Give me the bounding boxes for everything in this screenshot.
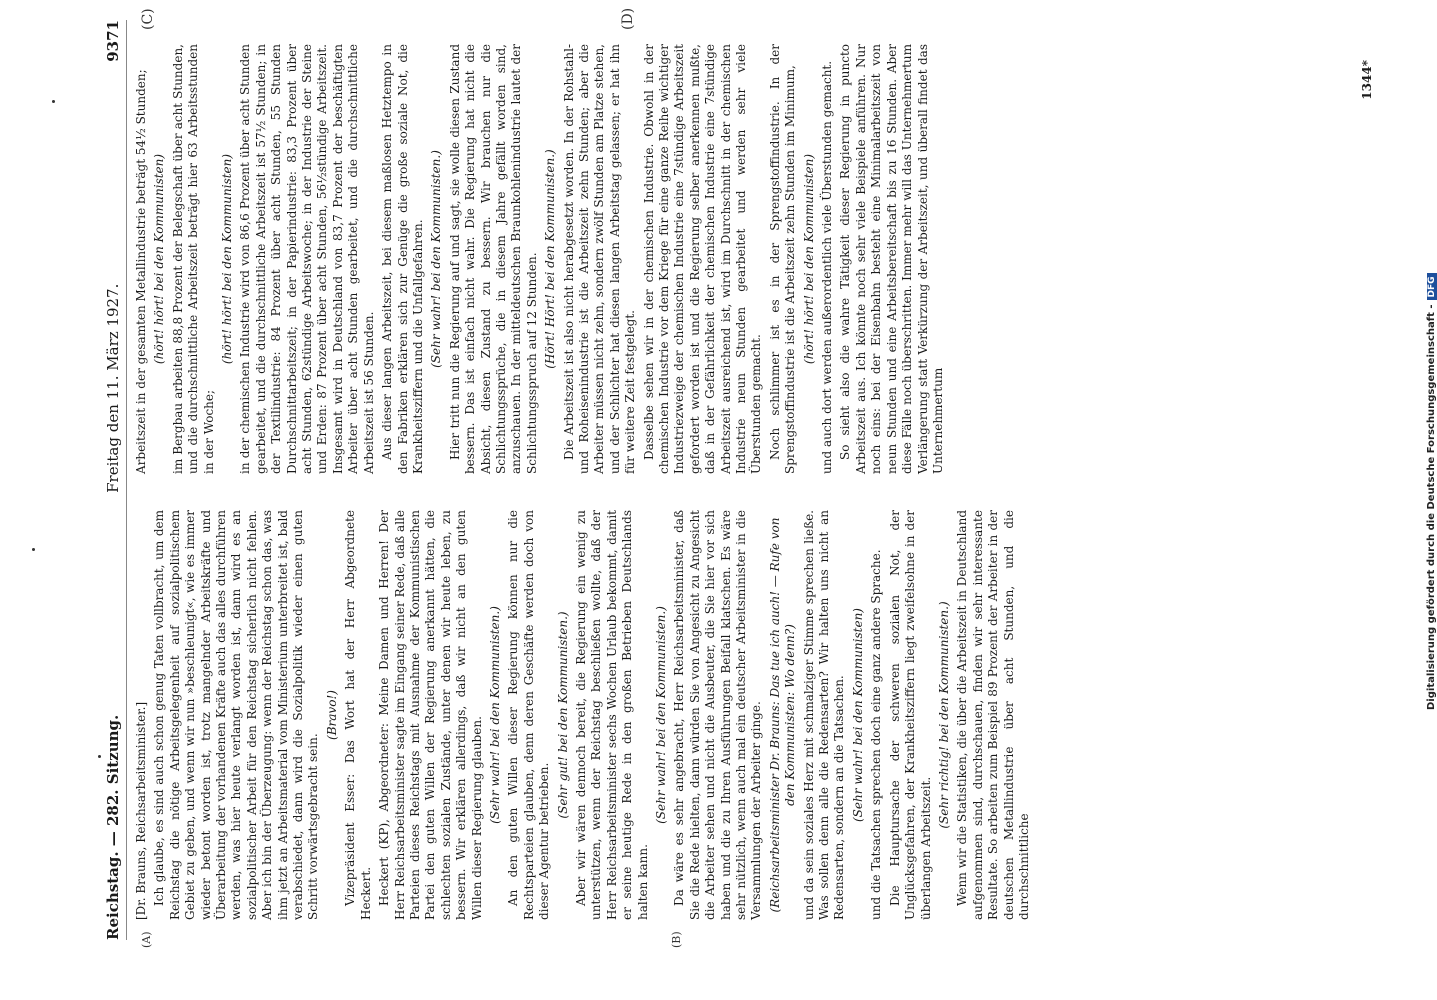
paragraph: Die Hauptursache der schweren sozialen Not, der Unglücksgefahren, der Krankheitsziffern liegt zweifelsohne in der überlangen Arbeitszeit. (887, 510, 933, 920)
paragraph: Hier tritt nun die Regierung auf und sagt, sie wolle diesen Zustand bessern. Das ist einfach nicht wahr. Die Regierung hat nicht die Absicht, diesen Zustand zu bessern. Wir brauchen nur die Schlichtungssprüche, die in diesem Jahre gefällt worden sind, anzuschauen. In der mitteldeutschen Braunkohlenindustrie lautet der Schlichtungsspruch auf 12 Stunden. (447, 44, 539, 474)
margin-mark-a: (A) (140, 931, 153, 948)
paragraph: Ich glaube, es sind auch schon genug Taten vollbracht, um dem Reichstag die nötige Arbeitsgelegenheit auf sozialpolitischem Gebiet zu geben, und wenn wir nun »beschleunigt«, wie es immer wieder betont worden ist, trotz mangelnder Arbeitskräfte und Überarbeitung der vorhandenen Kräfte auch das alles durchführen werden, was hier heute verlangt worden ist, dann wird es an sozialpolitischer Arbeit für den Reichstag sicherlich nicht fehlen. Aber ich bin der Überzeugung: wenn der Reichstag schon das, was ihm jetzt an Arbeitsmaterial vom Ministerium unterbreitet ist, bald verabschiedet, dann wird die Sozialpolitik wieder einen guten Schritt vorwärtsgebracht sein. (152, 510, 321, 920)
paragraph: und die Tatsachen sprechen doch eine ganz andere Sprache. (869, 549, 884, 920)
paragraph: Wenn wir die Statistiken, die über die Arbeitszeit in Deutschland aufgenommen sind, durchschauen, finden wir sehr interessante Resultate. So arbeiten zum Beispiel 89 Prozent der Arbeiter in der deutschen Metallindustrie über acht Stunden, und die durchschnittliche (955, 510, 1031, 920)
paragraph: Vizepräsident Esser: Das Wort hat der Herr Abgeordnete Heckert. (343, 510, 373, 920)
scan-speck (32, 548, 35, 551)
page-header (100, 20, 127, 940)
rotated-document-page (100, 0, 1380, 960)
interjection: (Sehr gut! bei den Kommunisten.) (555, 611, 570, 819)
paragraph: Dasselbe sehen wir in der chemischen Industrie. Obwohl in der chemischen Industrie vor dem Kriege für eine ganze Reihe wichtiger Industriezweige der chemischen Industrie eine 7stündige Arbeitszeit gefordert worden ist und die Regierung selber anerkennen mußte, daß in der Gefährlichkeit der chemischen Industrie eine 7stündige Arbeitszeit ausreichend ist, wird im Durchschnitt in der chemischen Industrie neun Stunden gearbeitet und werden sehr viele Überstunden gemacht. (641, 44, 764, 474)
dfg-logo: DFG (1427, 273, 1437, 300)
interjection: (Sehr wahr! bei den Kommunisten.) (429, 150, 444, 368)
interjection: (Sehr richtig! bei den Kommunisten.) (936, 601, 951, 829)
paragraph: und da sein soziales Herz mit schmalziger Stimme sprechen ließe. Was sollen denn alle die Redensarten? Wir halten uns nicht an Redensarten, sondern an die Tatsachen. (801, 510, 847, 920)
interjection: (Hört! Hört! bei den Kommunisten.) (543, 149, 558, 369)
interjection: (Reichsarbeitsminister Dr. Brauns: Das tue ich auch! — Rufe von den Kommunisten: Wo denn?) (767, 517, 798, 913)
paragraph: in der chemischen Industrie wird von 86,6 Prozent über acht Stunden gearbeitet, und die durchschnittliche Arbeitszeit ist 57½ Stunden; in der Textilindustrie: 84 Prozent über acht Stunden, 55 Stunden Durchschnittarbeitszeit; in der Papierindustrie: 83,3 Prozent über acht Stunden, 62stündige Arbeitswoche; in der Industrie der Steine und Erden: 87 Prozent über acht Stunden, 56½stündige Arbeitszeit. Insgesamt wird in Deutschland von 83,7 Prozent der beschäftigten Arbeiter über acht Stunden gearbeitet, und die durchschnittliche Arbeitszeit ist 56 Stunden. (238, 44, 376, 474)
header-date: Freitag den 11. März 1927. (104, 283, 122, 493)
paragraph: Aber wir wären dennoch bereit, die Regierung ein wenig zu unterstützen, wenn der Reichstag beschließen wollte, daß der Herr Reichsarbeitsminister sechs Wochen Urlaub bekommt, damit er seine heutige Rede in den großen Betrieben Deutschlands halten kann. (573, 510, 650, 920)
paragraph: Die Arbeitszeit ist also nicht herabgesetzt worden. In der Rohstahl- und Roheisenindustrie ist die Arbeitszeit zehn Stunden; aber die Arbeiter müssen nicht zehn, sondern zwölf Stunden am Platze stehen, und der Schlichter hat diesen langen Arbeitstag gelassen; er hat ihn für weitere Zeit festgelegt. (561, 44, 638, 474)
paragraph: So sieht also die wahre Tätigkeit dieser Regierung in puncto Arbeitszeit aus. Ich könnte noch sehr viele Beispiele anführen. Nur noch eins: bei der Eisenbahn besteht eine Minimalarbeitszeit von neun Stunden und eine Arbeitsbereitschaft bis zu 16 Stunden. Aber diese Fälle noch überschritten. Immer mehr will das Unternehmertum Verlängerung statt Verkürzung der Arbeitszeit, und überall findet das Unternehmertum (838, 44, 945, 474)
interjection: (Sehr wahr! bei den Kommunisten.) (654, 606, 668, 824)
paragraph: im Bergbau arbeiten 88,8 Prozent der Belegschaft über acht Stunden, und die durchschnittliche Arbeitszeit beträgt hier 63 Arbeitsstunden in der Woche; (170, 44, 216, 474)
credit-text-wrapper (1426, 273, 1437, 710)
interjection: (Sehr wahr! bei den Kommunisten) (850, 608, 865, 822)
header-left: Reichstag. — 282. Sitzung. (104, 714, 122, 940)
right-column (134, 44, 1350, 474)
paragraph: Da wäre es sehr angebracht, Herr Reichsarbeitsminister, daß Sie die Rede hielten, dann würden Sie von Angesicht zu Angesicht die Arbeiter sehen und nicht die Ausbeuter, die Sie hier vor sich haben und die zu Ihren Ausführungen Beifall klatschen. Es wäre sehr nützlich, wenn auch mal ein deutscher Arbeitsminister in die Versammlungen der Arbeiter ginge. (672, 510, 764, 920)
paragraph: Noch schlimmer ist es in der Sprengstoffindustrie. In der Sprengstoffindustrie ist die Arbeitszeit zehn Stunden im Minimum, (767, 44, 798, 474)
credit-text: Digitalisierung gefördert durch die Deutsche Forschungsgemeinschaft - (1426, 304, 1437, 710)
interjection: (Bravo!) (324, 690, 339, 740)
digitization-credit (1410, 10, 1437, 710)
margin-mark-b: (B) (670, 931, 683, 948)
margin-mark-d: (D) (620, 7, 636, 30)
paragraph: An den guten Willen dieser Regierung können nur die Rechtsparteien glauben, denn deren Geschäfte werden doch von dieser Agentur betrieben. (506, 510, 552, 920)
paragraph: Arbeitszeit in der gesamten Metallindustrie beträgt 54½ Stunden; (134, 69, 148, 474)
speaker-context: [Dr. Brauns, Reichsarbeitsminister.] (134, 701, 148, 920)
paragraph: Aus dieser langen Arbeitszeit, bei diesem maßlosen Hetztempo in den Fabriken erklären sich zur Genüge die große soziale Not, die Krankheitsziffern und die Unfallgefahren. (380, 44, 425, 474)
margin-mark-c: (C) (140, 8, 156, 30)
page-number: 9371 (104, 20, 122, 62)
signature-mark: 1344* (1360, 60, 1374, 100)
scan-speck (52, 100, 55, 103)
interjection: (hört! hört! bei den Kommunisten) (152, 153, 167, 365)
interjection: (hört! hört! bei den Kommunisten) (220, 153, 235, 365)
interjection: (hört! hört! bei den Kommunisten) (801, 153, 816, 365)
left-column (134, 510, 1350, 920)
interjection: (Sehr wahr! bei den Kommunisten.) (487, 606, 502, 824)
paragraph: und auch dort werden außerordentlich viele Überstunden gemacht. (820, 60, 835, 474)
paragraph: Heckert (KP), Abgeordneter: Meine Damen und Herren! Der Herr Reichsarbeitsminister sagte im Eingang seiner Rede, daß alle Parteien dieses Reichstags mit Ausnahme der Kommunistischen Partei den guten Willen der Regierung anerkannt hätten, die schlechten sozialen Zustände, unter denen wir heute leben, zu bessern. Wir erklären allerdings, daß wir nicht an den guten Willen dieser Regierung glauben. (377, 510, 484, 920)
